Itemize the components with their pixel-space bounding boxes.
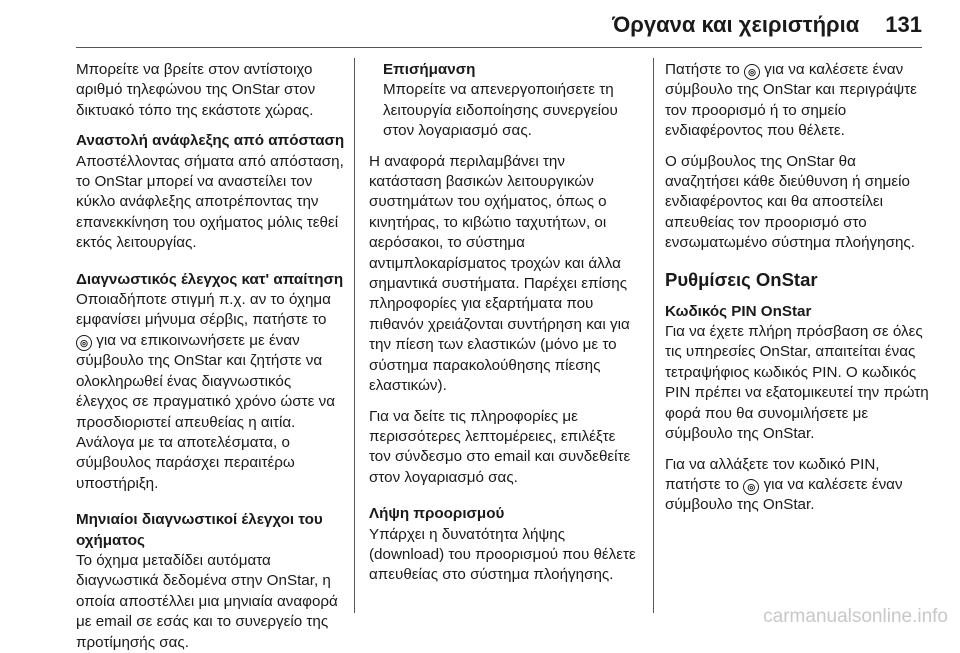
column-2 bbox=[369, 60, 641, 586]
section-heading-remote-ignition: Αναστολή ανάφλεξης από απόσταση bbox=[76, 132, 345, 150]
column-3 bbox=[665, 60, 930, 516]
change-pin-paragraph: Για να αλλάξετε τον κωδικό PIN, πατήστε το ◎ για να καλέσετε έναν σύμβουλο της OnStar. bbox=[665, 455, 903, 514]
watermark: carmanualsonline.info bbox=[763, 606, 948, 627]
section-body-on-demand-diagnostics: Οποιαδήποτε στιγμή π.χ. αν το όχημα εμφανίσει μήνυμα σέρβις, πατήστε το ◎ για να επικοινωνήσετε με έναν σύμβουλο της OnStar και ζητήστε να ολοκληρωθεί ένας διαγνωστικός έλεγχος σε πραγματικό χρόνο ώστε να προσδιοριστεί απευθείας η αιτία. Ανάλογα με τα αποτελέσματα, ο σύμβουλος παράσχει περαιτέρω υποστήριξη. bbox=[76, 291, 336, 492]
notice-title: Επισήμανση bbox=[383, 61, 476, 78]
section-heading-on-demand-diagnostics: Διαγνωστικός έλεγχος κατ' απαίτηση bbox=[76, 270, 344, 288]
section-body-destination-download: Υπάρχει η δυνατότητα λήψης (download) του προορισμού που θέλετε απευθείας στο σύστημα πλοήγησης. bbox=[369, 525, 636, 584]
column-1 bbox=[76, 60, 346, 653]
section-heading-onstar-settings: Ρυθμίσεις OnStar bbox=[665, 268, 818, 290]
advisor-search-paragraph: Ο σύμβουλος της OnStar θα αναζητήσει κάθε διεύθυνση ή σημείο ενδιαφέροντος και θα αποστείλει απευθείας τον προορισμό στο ενσωματωμένο σύστημα πλοήγησης. bbox=[665, 152, 915, 252]
page-header bbox=[0, 12, 922, 38]
call-advisor-paragraph: Πατήστε το ◎ για να καλέσετε έναν σύμβουλο της OnStar και περιγράψτε τον προορισμό ή το σημείο ενδιαφέροντος που θέλετε. bbox=[665, 61, 917, 140]
section-heading-onstar-pin: Κωδικός PIN OnStar bbox=[665, 302, 812, 320]
details-paragraph: Για να δείτε τις πληροφορίες με περισσότερες λεπτομέρειες, επιλέξτε τον σύνδεσμο στο email και συνδεθείτε στον λογαριασμό σας. bbox=[369, 407, 631, 486]
onstar-service-icon: ◎ bbox=[76, 335, 92, 351]
section-body-monthly-diagnostics: Το όχημα μεταδίδει αυτόματα διαγνωστικά δεδομένα στην OnStar, η οποία αποστέλλει μια μηνιαία αναφορά με email σε εσάς και το συνεργείο της προτίμησής σας. bbox=[76, 551, 338, 651]
column-divider-1 bbox=[354, 58, 355, 613]
section-body-remote-ignition: Αποστέλλοντας σήματα από απόσταση, το OnStar μπορεί να αναστείλει τον κύκλο ανάφλεξης αποτρέποντας την επανεκκίνηση του οχήματος μόλις τεθεί εκτός λειτουργίας. bbox=[76, 152, 344, 252]
section-body-onstar-pin: Για να έχετε πλήρη πρόσβαση σε όλες τις υπηρεσίες OnStar, απαιτείται ένας τετραψήφιος κωδικός PIN. Ο κωδικός PIN πρέπει να εξατομικευτεί την πρώτη φορά που θα συνομιλήσετε με σύμβουλο της OnStar. bbox=[665, 323, 929, 443]
report-paragraph: Η αναφορά περιλαμβάνει την κατάσταση βασικών λειτουργικών συστημάτων του οχήματος, όπως ο κινητήρας, το κιβώτιο ταχυτήτων, οι αερόσακοι, το σύστημα αντιμπλοκαρίσματος τροχών και άλλα σημαντικά συστήματα. Παρέχει επίσης πληροφορίες για εξαρτήματα που πιθανόν χρειάζονται συντήρηση και για την πίεση των ελαστικών (μόνο με το σύστημα παρακολούθησης πίεσης ελαστικών). bbox=[369, 152, 630, 395]
column-divider-2 bbox=[653, 58, 654, 613]
notice-body: Μπορείτε να απενεργοποιήσετε τη λειτουργία ειδοποίησης συνεργείου στον λογαριασμό σας. bbox=[383, 81, 618, 140]
header-rule bbox=[76, 47, 922, 48]
onstar-service-icon: ◎ bbox=[743, 479, 759, 495]
section-heading-destination-download: Λήψη προορισμού bbox=[369, 505, 505, 523]
section-heading-monthly-diagnostics: Μηνιαίοι διαγνωστικοί έλεγχοι του οχήματος bbox=[76, 511, 323, 549]
page-number: 131 bbox=[885, 12, 922, 37]
notice-box bbox=[369, 60, 641, 142]
onstar-service-icon: ◎ bbox=[744, 64, 760, 80]
intro-paragraph: Μπορείτε να βρείτε στον αντίστοιχο αριθμό τηλεφώνου της OnStar στον δικτυακό τόπο της εκάστοτε χώρας. bbox=[76, 61, 316, 119]
page-title: Όργανα και χειριστήρια bbox=[612, 12, 860, 37]
